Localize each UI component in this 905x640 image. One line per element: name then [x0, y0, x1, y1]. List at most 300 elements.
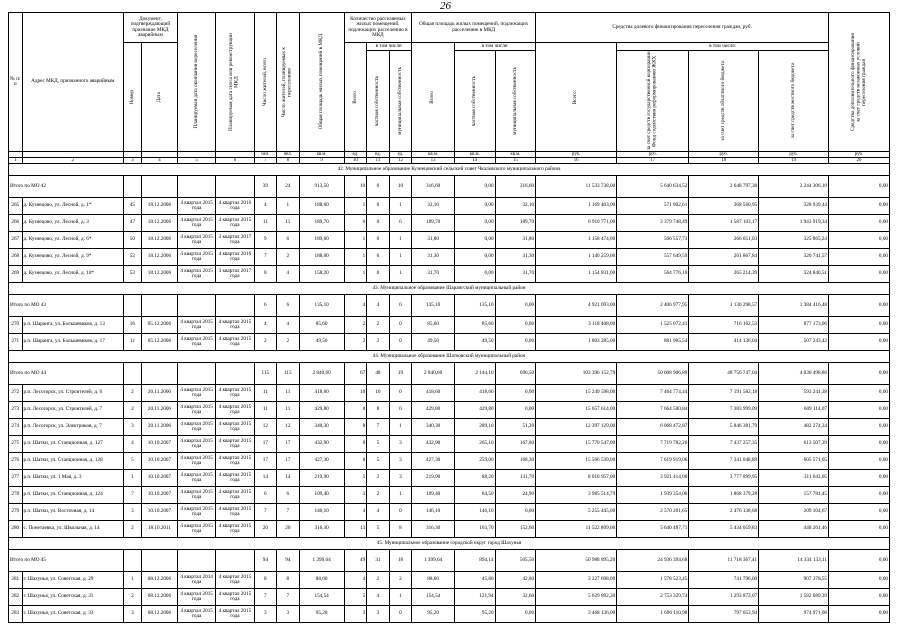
table-cell: 31,80: [495, 232, 536, 249]
table-cell: 3: [367, 606, 390, 623]
table-cell: 3 468 136,00: [536, 606, 617, 623]
table-cell: 325 865,24: [759, 232, 829, 249]
table-cell: 316,30: [299, 521, 344, 538]
table-cell: 0,00: [829, 453, 890, 470]
table-cell: 08.12.2006: [141, 589, 177, 606]
table-cell: 1 868 379,28: [689, 487, 759, 504]
table-cell: 16: [123, 317, 141, 334]
table-cell: 270: [9, 317, 23, 334]
table-cell: 4: [344, 572, 367, 589]
table-cell: 7 341 048,89: [689, 453, 759, 470]
table-cell: 20: [254, 521, 277, 538]
table-cell: 47: [123, 215, 141, 232]
total-cell: 696,50: [495, 363, 536, 385]
table-cell: 0: [389, 317, 412, 334]
total-cell: 3 244 306,10: [759, 176, 829, 198]
table-cell: 10: [367, 385, 390, 402]
table-cell: 14: [277, 470, 300, 487]
table-body: [9, 164, 890, 623]
total-cell: 0,00: [829, 363, 890, 385]
table-cell: 209 104,67: [759, 504, 829, 521]
table-cell: 881 905,54: [617, 334, 689, 351]
table-cell: 7 437 257,35: [689, 436, 759, 453]
table-cell: 18.12.2006: [141, 232, 177, 249]
table-cell: 0,00: [495, 317, 536, 334]
table-cell: 49,50: [455, 334, 496, 351]
total-cell: 505,50: [495, 550, 536, 572]
address-cell: д. Кузнецово, ул. Лесной, д. 10*: [22, 266, 123, 283]
table-row: [9, 606, 890, 623]
table-cell: 4 квартал 2015 года: [177, 436, 215, 453]
column-number-cell: 6: [216, 158, 254, 164]
column-number-cell: 1: [9, 158, 23, 164]
table-cell: 0,00: [829, 504, 890, 521]
table-cell: 20.11.2006: [141, 385, 177, 402]
total-cell: 94: [254, 550, 277, 572]
table-cell: 08.12.2006: [141, 606, 177, 623]
address-cell: р.п. Шатки, ул. Станционная, д. 128: [22, 453, 123, 470]
total-cell: [177, 176, 215, 198]
total-cell: 135,10: [455, 295, 496, 317]
table-cell: 3 379 748,49: [617, 215, 689, 232]
address-cell: д. Кузнецово, ул. Лесной, д. 1*: [22, 198, 123, 215]
table-cell: 0: [389, 385, 412, 402]
total-cell: [216, 550, 254, 572]
section-title: 44. Муниципальное образование Шатковский муниципальный район: [9, 351, 890, 363]
table-cell: 0: [367, 198, 390, 215]
table-cell: 0,00: [455, 215, 496, 232]
table-cell: 1г: [123, 334, 141, 351]
table-cell: 49,50: [412, 334, 455, 351]
table-cell: 274: [9, 419, 23, 436]
table-cell: 418,60: [299, 385, 344, 402]
table-cell: 557 649,59: [617, 249, 689, 266]
table-row: [9, 589, 890, 606]
table-cell: 0,00: [455, 249, 496, 266]
table-cell: 10.10.2007: [141, 504, 177, 521]
table-cell: 2: [367, 317, 390, 334]
address-cell: р.п. Лесогорск, ул. Строителей, д. 7: [22, 402, 123, 419]
table-cell: 32,10: [495, 198, 536, 215]
table-cell: 6 910 771,00: [536, 215, 617, 232]
column-number-cell: 12: [389, 158, 412, 164]
header-planned-demolish: Планируемая дата сноса или реконструкции МКД: [216, 13, 254, 152]
header-living-area: Общая площадь жилых помещений в МКД: [299, 13, 344, 152]
table-cell: 0,00: [829, 198, 890, 215]
table-cell: 31,70: [412, 266, 455, 283]
table-cell: 8: [344, 419, 367, 436]
table-cell: 1: [389, 487, 412, 504]
table-cell: 273: [9, 402, 23, 419]
table-cell: 2: [123, 521, 141, 538]
table-cell: 282: [9, 589, 23, 606]
table-cell: 609 114,07: [759, 402, 829, 419]
table-cell: 0,00: [829, 419, 890, 436]
table-cell: 2: [367, 334, 390, 351]
total-cell: 14 334 133,11: [759, 550, 829, 572]
column-number-cell: 16: [536, 158, 617, 164]
table-row: [9, 504, 890, 521]
total-cell: 4 030 498,86: [759, 363, 829, 385]
table-cell: 20: [277, 521, 300, 538]
address-cell: д. Кузнецово, ул. Лесной, д. 6*: [22, 232, 123, 249]
header-area-private: частная собственность: [455, 51, 496, 152]
section-title: 43. Муниципальное образование Шарангский муниципальный район: [9, 283, 890, 295]
table-cell: 05.12.2006: [141, 334, 177, 351]
total-cell: [123, 295, 141, 317]
table-cell: 8: [344, 436, 367, 453]
table-cell: 1 587 103,17: [689, 215, 759, 232]
table-cell: 12: [277, 419, 300, 436]
table-cell: 4 квартал 2015 года: [216, 589, 254, 606]
total-cell: 49: [344, 550, 367, 572]
table-cell: 4 квартал 2015 года: [177, 385, 215, 402]
table-cell: 6 068 472,87: [617, 419, 689, 436]
total-cell: 2 144,10: [455, 363, 496, 385]
table-cell: 0: [367, 266, 390, 283]
table-cell: 3: [389, 470, 412, 487]
address-cell: г. Шахунья, ул. Советская, д. 31: [22, 589, 123, 606]
table-cell: 4: [367, 504, 390, 521]
column-number-cell: 9: [299, 158, 344, 164]
total-cell: 1 399,64: [299, 550, 344, 572]
address-cell: р.п. Шатки, ул. Станционная, д. 127: [22, 436, 123, 453]
table-cell: 1: [123, 470, 141, 487]
table-cell: 45,80: [455, 572, 496, 589]
total-cell: 135,10: [299, 295, 344, 317]
table-cell: 0,00: [829, 317, 890, 334]
table-cell: 432,90: [412, 436, 455, 453]
column-number-cell: 3: [123, 158, 141, 164]
table-cell: 0: [389, 606, 412, 623]
table-cell: 276: [9, 453, 23, 470]
table-cell: 4 квартал 2015 года: [177, 504, 215, 521]
table-cell: 340,30: [299, 419, 344, 436]
table-cell: 2: [123, 402, 141, 419]
table-cell: 7: [277, 589, 300, 606]
table-cell: 10.10.2007: [141, 487, 177, 504]
table-cell: 4 квартал 2015 года: [177, 402, 215, 419]
table-cell: 8: [277, 572, 300, 589]
section-title-row: [9, 283, 890, 295]
table-cell: 268 560,95: [689, 198, 759, 215]
total-cell: 2 840,60: [299, 363, 344, 385]
table-row: [9, 453, 890, 470]
table-cell: 53: [123, 266, 141, 283]
table-cell: 146,10: [412, 504, 455, 521]
table-row: [9, 572, 890, 589]
table-cell: 152,60: [495, 521, 536, 538]
table-cell: 3 985 514,79: [536, 487, 617, 504]
table-cell: 12: [254, 419, 277, 436]
unit-cell: руб.: [689, 152, 759, 158]
unit-cell: руб.: [829, 152, 890, 158]
table-row: [9, 232, 890, 249]
table-row: [9, 198, 890, 215]
table-cell: 7: [277, 504, 300, 521]
table-cell: 219,90: [412, 470, 455, 487]
total-cell: 10: [389, 176, 412, 198]
table-cell: 266: [9, 215, 23, 232]
address-cell: р.п. Шатки, ул. 1 Мая, д. 3: [22, 470, 123, 487]
table-cell: 88,20: [455, 470, 496, 487]
total-cell: 0,00: [829, 295, 890, 317]
header-rooms-total: Всего: [344, 43, 367, 152]
table-cell: 10: [344, 385, 367, 402]
table-cell: 3: [344, 487, 367, 504]
table-cell: 2: [277, 334, 300, 351]
table-cell: 154,54: [412, 589, 455, 606]
table-cell: 109,40: [299, 487, 344, 504]
total-row: [9, 363, 890, 385]
table-cell: 18.12.2006: [141, 266, 177, 283]
table-cell: 15 566 539,00: [536, 453, 617, 470]
table-cell: 7 383 999,09: [689, 402, 759, 419]
table-cell: 49,50: [299, 334, 344, 351]
table-cell: 17: [277, 436, 300, 453]
table-cell: 88,60: [412, 572, 455, 589]
table-cell: 1 140 259,00: [536, 249, 617, 266]
table-cell: 429,80: [412, 402, 455, 419]
table-cell: 3: [123, 606, 141, 623]
table-row: [9, 436, 890, 453]
table-cell: 3 777 899,95: [689, 470, 759, 487]
table-cell: 281: [9, 572, 23, 589]
table-cell: 716 162,53: [689, 317, 759, 334]
table-cell: 20.11.2006: [141, 419, 177, 436]
table-cell: 1 158 474,00: [536, 232, 617, 249]
table-cell: 4: [367, 589, 390, 606]
table-cell: 17: [254, 453, 277, 470]
table-cell: 3: [254, 606, 277, 623]
unit-cell: руб.: [536, 152, 617, 158]
table-cell: 189,70: [299, 215, 344, 232]
table-cell: 95,20: [455, 606, 496, 623]
table-cell: 1 582 689,39: [759, 589, 829, 606]
table-cell: 7: [254, 504, 277, 521]
table-cell: 4 квартал 2015 года: [177, 317, 215, 334]
table-cell: 0,00: [829, 232, 890, 249]
table-cell: 6: [277, 487, 300, 504]
table-cell: 4 квартал 2015 года: [177, 334, 215, 351]
table-cell: 4 квартал 2015 года: [216, 436, 254, 453]
column-number-cell: 13: [412, 158, 455, 164]
table-cell: 6: [344, 215, 367, 232]
table-cell: 271: [9, 334, 23, 351]
total-cell: 316,60: [495, 176, 536, 198]
total-cell: 39: [254, 176, 277, 198]
table-cell: 4 квартал 2015 года: [216, 453, 254, 470]
table-cell: 0,00: [829, 487, 890, 504]
table-cell: 4 квартал 2015 года: [216, 402, 254, 419]
column-number-cell: 18: [689, 158, 759, 164]
table-cell: 4 квартал 2015 года: [177, 606, 215, 623]
table-cell: 448 261,46: [759, 521, 829, 538]
table-cell: 0,00: [495, 385, 536, 402]
table-cell: 7: [367, 419, 390, 436]
table-cell: 4 квартал 2015 года: [177, 470, 215, 487]
table-cell: 45: [123, 198, 141, 215]
table-cell: 10.10.2007: [141, 453, 177, 470]
table-cell: 0,00: [829, 402, 890, 419]
total-cell: 316,60: [412, 176, 455, 198]
table-cell: 4 квартал 2015 года: [177, 266, 215, 283]
table-cell: 279: [9, 504, 23, 521]
table-cell: 4 квартал 2015 года: [216, 419, 254, 436]
table-cell: 85,60: [455, 317, 496, 334]
table-cell: 289,10: [455, 419, 496, 436]
table-cell: 2: [277, 249, 300, 266]
column-number-cell: 5: [177, 158, 215, 164]
total-cell: 1 384 416,48: [759, 295, 829, 317]
total-cell: [123, 550, 141, 572]
table-cell: 1: [277, 198, 300, 215]
table-cell: 2: [367, 470, 390, 487]
total-cell: 894,14: [455, 550, 496, 572]
table-cell: 3: [123, 419, 141, 436]
table-cell: 3: [277, 606, 300, 623]
table-cell: 1 578 523,45: [617, 572, 689, 589]
table-cell: 154,54: [299, 589, 344, 606]
header-fund-fond: за счет средств государственной корпорации Фонд содействия реформированию ЖКХ: [617, 51, 689, 152]
table-cell: 265,10: [455, 436, 496, 453]
table-cell: 1: [389, 419, 412, 436]
table-cell: 2: [389, 572, 412, 589]
header-area-municipal: муниципальная собственность: [495, 51, 536, 152]
address-cell: с. Понетаевка, ул. Школьная, д. 14: [22, 521, 123, 538]
table-header: [9, 13, 890, 164]
table-cell: 8: [389, 521, 412, 538]
total-cell: 11 533 738,00: [536, 176, 617, 198]
table-cell: 189,00: [299, 232, 344, 249]
table-cell: 0,00: [829, 266, 890, 283]
address-cell: р.п. Шаранга, ул. Большевиков, д. 17: [22, 334, 123, 351]
table-cell: 188,60: [299, 198, 344, 215]
table-cell: 907 378,55: [759, 572, 829, 589]
table-cell: 2: [344, 317, 367, 334]
table-cell: 4 квартал 2015 года: [177, 487, 215, 504]
table-cell: 418,60: [412, 385, 455, 402]
total-cell: 24 936 394,68: [617, 550, 689, 572]
table-row: [9, 385, 890, 402]
total-cell: 4: [344, 295, 367, 317]
table-row: [9, 215, 890, 232]
total-cell: [141, 176, 177, 198]
table-cell: 4 квартал 2015 года: [216, 470, 254, 487]
address-cell: д. Кузнецово, ул. Лесной, д. 9*: [22, 249, 123, 266]
column-number-cell: 15: [495, 158, 536, 164]
table-cell: 272: [9, 385, 23, 402]
table-cell: 11: [277, 215, 300, 232]
header-fund-local: за счет средств местного бюджета: [759, 51, 829, 152]
total-cell: 4: [367, 295, 390, 317]
table-cell: 1 696 110,98: [617, 606, 689, 623]
table-cell: 51,20: [495, 419, 536, 436]
address-cell: г. Шахунья, ул. Советская, д. 33: [22, 606, 123, 623]
header-doc-number: Номер: [123, 43, 141, 152]
table-cell: 08.12.2006: [141, 572, 177, 589]
column-number-cell: 20: [829, 158, 890, 164]
table-cell: 31,30: [495, 249, 536, 266]
table-cell: 1 943 919,34: [759, 215, 829, 232]
address-cell: г. Шахунья, ул. Советская, д. 29: [22, 572, 123, 589]
table-cell: 4: [254, 198, 277, 215]
table-cell: 278: [9, 487, 23, 504]
table-cell: 0,00: [455, 198, 496, 215]
total-row: [9, 176, 890, 198]
total-cell: [177, 295, 215, 317]
total-cell: 2 406 977,95: [617, 295, 689, 317]
table-cell: 2 753 329,74: [617, 589, 689, 606]
table-cell: 2 476 138,68: [689, 504, 759, 521]
table-cell: 482 274,34: [759, 419, 829, 436]
table-cell: 4 квартал 2015 года: [177, 419, 215, 436]
table-cell: 741 796,00: [689, 572, 759, 589]
unit-cell: руб.: [759, 152, 829, 158]
table-cell: 0,00: [829, 334, 890, 351]
total-cell: 24: [277, 176, 300, 198]
table-cell: 8: [367, 402, 390, 419]
total-cell: 18: [389, 550, 412, 572]
table-cell: 8 010 957,00: [536, 470, 617, 487]
table-cell: 507 243,42: [759, 334, 829, 351]
unit-cell: ед.: [367, 152, 390, 158]
total-cell: [216, 295, 254, 317]
total-cell: 31: [367, 550, 390, 572]
table-cell: 4 квартал 2015 года: [216, 215, 254, 232]
table-cell: 95,20: [299, 606, 344, 623]
column-number-cell: 17: [617, 158, 689, 164]
header-num: № п/п: [9, 13, 23, 152]
table-cell: 311 643,05: [759, 470, 829, 487]
header-fund-extra: Средства дополнительного финансирования за счет средств незаконных условий переселения граждан: [829, 13, 890, 152]
table-cell: 31,30: [412, 249, 455, 266]
table-cell: 4: [277, 266, 300, 283]
total-cell: [141, 295, 177, 317]
table-cell: 5: [367, 521, 390, 538]
table-cell: 7: [254, 249, 277, 266]
table-cell: 5 629 892,20: [536, 589, 617, 606]
table-cell: 1: [344, 198, 367, 215]
table-cell: 4: [277, 317, 300, 334]
table-cell: 0: [367, 215, 390, 232]
table-cell: 11: [254, 402, 277, 419]
table-cell: 5 434 059,83: [689, 521, 759, 538]
table-cell: 324 840,51: [759, 266, 829, 283]
total-row: [9, 550, 890, 572]
table-cell: 283: [9, 606, 23, 623]
table-cell: 2: [367, 572, 390, 589]
total-label: Итого по МО 42: [9, 176, 124, 198]
table-cell: 320 741,57: [759, 249, 829, 266]
table-cell: 24,90: [495, 487, 536, 504]
table-cell: 0,00: [829, 249, 890, 266]
table-cell: 0,00: [455, 266, 496, 283]
table-cell: 1 525 072,41: [617, 317, 689, 334]
address-cell: р.п. Шатки, ул. Станционная, д. 124: [22, 487, 123, 504]
table-cell: 11: [254, 385, 277, 402]
address-cell: р.п. Шатки, ул. Восточная, д. 14: [22, 504, 123, 521]
table-cell: 4 квартал 2015 года: [216, 385, 254, 402]
table-cell: 9: [254, 232, 277, 249]
unit-cell: кв.м.: [495, 152, 536, 158]
header-fund-budget: за счет средств областного бюджета: [689, 51, 759, 152]
table-cell: 268: [9, 249, 23, 266]
header-doc-date: Дата: [141, 43, 177, 152]
header-rooms-incl: в том числе:: [367, 43, 412, 51]
table-cell: 121,94: [455, 589, 496, 606]
total-cell: 115: [277, 363, 300, 385]
